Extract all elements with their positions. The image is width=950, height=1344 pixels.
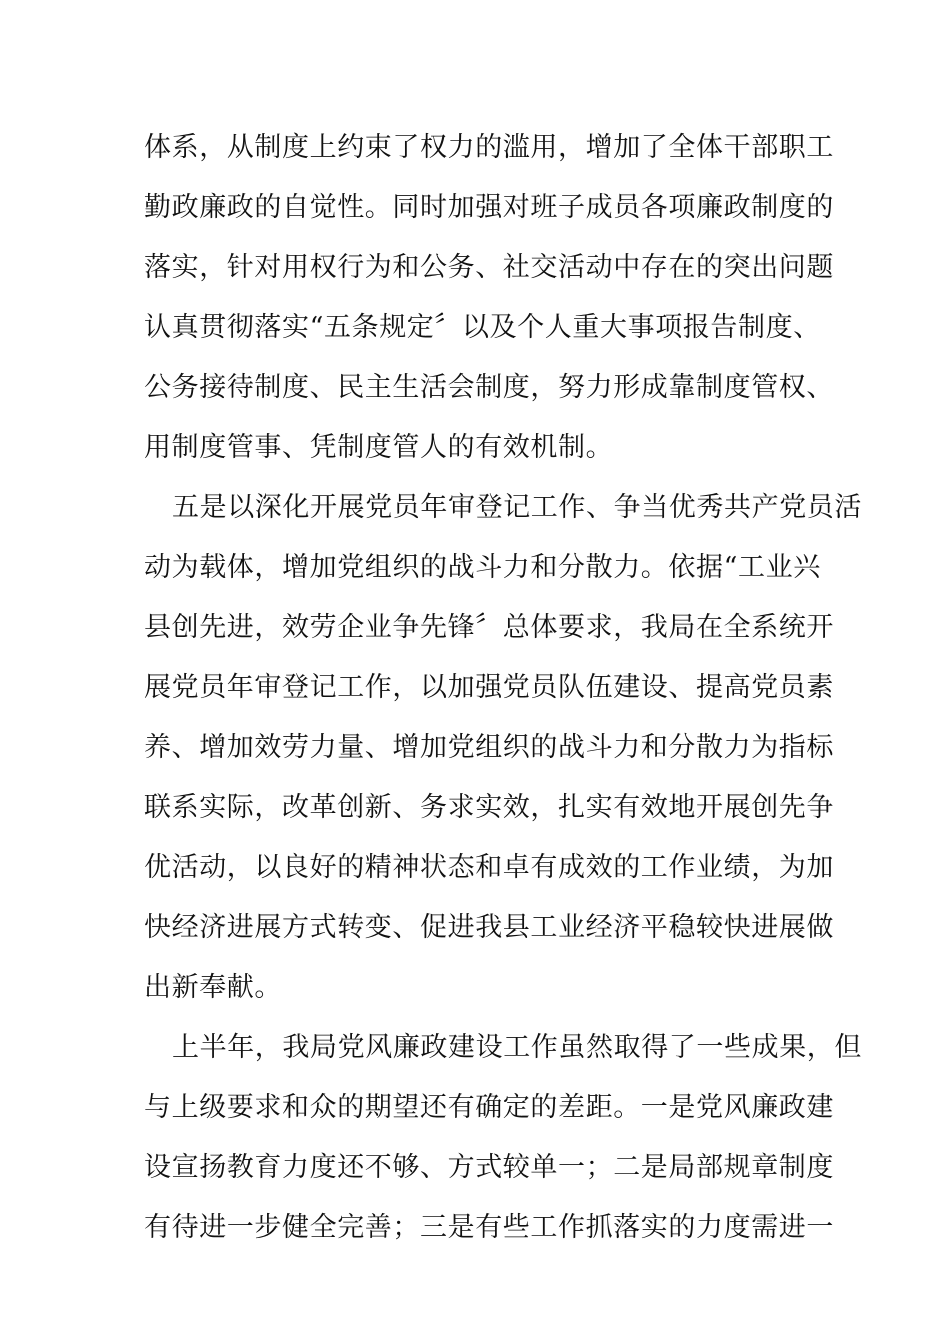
text-line: 动为载体，增加党组织的战斗力和分散力。依据“工业兴 [144,552,821,583]
text-line: 快经济进展方式转变、促进我县工业经济平稳较快进展做 [144,912,834,943]
text-line: 养、增加效劳力量、增加党组织的战斗力和分散力为指标 [144,732,834,763]
text-line: 体系，从制度上约束了权力的滥用，增加了全体干部职工 [144,132,834,163]
text-line: 设宣扬教育力度还不够、方式较单一；二是局部规章制度 [144,1152,834,1183]
text-line: 公务接待制度、民主生活会制度，努力形成靠制度管权、 [144,372,834,403]
text-line: 优活动，以良好的精神状态和卓有成效的工作业绩，为加 [144,852,834,883]
text-line: 有待进一步健全完善；三是有些工作抓落实的力度需进一 [144,1212,834,1243]
text-line: 落实，针对用权行为和公务、社交活动中存在的突出问题 [144,252,834,283]
text-line: 县创先进，效劳企业争先锋〞总体要求，我局在全系统开 [144,612,834,643]
text-line: 与上级要求和众的期望还有确定的差距。一是党风廉政建 [144,1092,834,1123]
paragraph-first-line: 上半年，我局党风廉政建设工作虽然取得了一些成果，但 [172,1032,862,1063]
text-line: 展党员年审登记工作，以加强党员队伍建设、提高党员素 [144,672,834,703]
paragraph-first-line: 五是以深化开展党员年审登记工作、争当优秀共产党员活 [172,492,862,523]
text-line: 出新奉献。 [144,972,282,1003]
text-line: 用制度管事、凭制度管人的有效机制。 [144,432,614,463]
text-line: 认真贯彻落实“五条规定〞以及个人重大事项报告制度、 [144,312,821,343]
text-line: 联系实际，改革创新、务求实效，扎实有效地开展创先争 [144,792,834,823]
text-line: 勤政廉政的自觉性。同时加强对班子成员各项廉政制度的 [144,192,834,223]
